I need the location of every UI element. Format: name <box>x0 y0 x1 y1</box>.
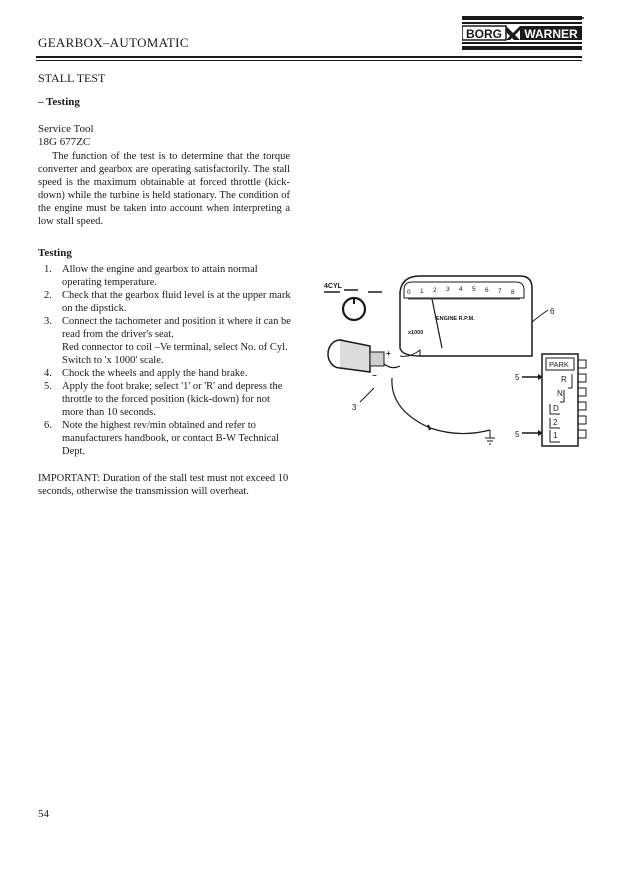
gauge-tick-label: 5 <box>472 286 476 293</box>
important-note: IMPORTANT: Duration of the stall test must not exceed 10 seconds, otherwise the transmission will overheat. <box>38 473 289 497</box>
step-item <box>38 419 292 458</box>
gauge-tick-label: 6 <box>485 287 489 294</box>
step-text-extra: Red connector to coil –Ve terminal, select No. of Cyl. <box>62 342 288 353</box>
gauge-tick-label: 1 <box>420 288 424 295</box>
header-title: GEARBOX–AUTOMATIC <box>38 35 189 50</box>
gauge-tick-label: 0 <box>407 289 411 296</box>
callout-5b: 5 <box>515 430 520 439</box>
page-number: 54 <box>38 808 49 820</box>
gauge-label: ENGINE R.P.M. <box>436 316 475 322</box>
step-number: 5. <box>44 381 52 392</box>
svg-text:−: − <box>372 371 377 380</box>
step-text: Chock the wheels and apply the hand brake. <box>62 368 248 379</box>
gauge-tick-label: 4 <box>459 286 463 293</box>
testing-heading: Testing <box>38 247 72 259</box>
step-item <box>38 367 292 380</box>
step-text: Check that the gearbox fluid level is at the upper mark on the dipstick. <box>62 290 291 314</box>
section-title: STALL TEST <box>38 71 106 85</box>
selector-position: 1 <box>553 431 558 440</box>
gauge-tick-label: 7 <box>498 288 502 295</box>
svg-text:+: + <box>386 349 391 358</box>
step-number: 2. <box>44 290 52 301</box>
step-text: Allow the engine and gearbox to attain normal operating temperature. <box>62 264 258 288</box>
service-tool-code: 18G 677ZC <box>38 136 91 148</box>
step-item <box>38 263 292 289</box>
selector-position: D <box>553 404 559 413</box>
cyl-label: 4CYL <box>324 283 342 290</box>
service-tool-label: Service Tool <box>38 123 94 135</box>
step-number: 4. <box>44 368 52 379</box>
selector-position: R <box>561 375 567 384</box>
step-item <box>38 315 292 367</box>
step-text: Connect the tachometer and position it where it can be read from the driver's seat. <box>62 316 291 340</box>
subsection-title: – Testing <box>38 96 80 108</box>
logo-left-text: BORG <box>466 27 502 41</box>
borg-warner-logo <box>462 14 584 52</box>
selector-position: 2 <box>553 418 558 427</box>
gauge-tick-label: 3 <box>446 286 450 293</box>
step-number: 3. <box>44 316 52 327</box>
step-item <box>38 380 292 419</box>
selector-position: N <box>557 389 563 398</box>
callout-3: 3 <box>352 403 357 412</box>
step-text: Note the highest rev/min obtained and refer to manufacturers handbook, or contact B-W Technical Dept. <box>62 420 279 457</box>
header-rule-thin <box>36 60 582 61</box>
callout-6: 6 <box>550 307 555 316</box>
stall-test-diagram <box>310 270 590 470</box>
gauge-tick-label: 2 <box>433 287 437 294</box>
ground-lead <box>392 378 490 434</box>
step-item <box>38 289 292 315</box>
step-number: 1. <box>44 264 52 275</box>
step-text: Apply the foot brake; select '1' or 'R' and depress the throttle to the forced position (kick-down) for not more than 10 seconds. <box>62 381 283 418</box>
step-number: 6. <box>44 420 52 431</box>
gauge-tick-label: 8 <box>511 289 515 296</box>
steps-list <box>38 263 292 458</box>
scale-label: x1000 <box>408 330 424 336</box>
logo-right-text: WARNER <box>524 27 578 41</box>
header-rule <box>36 56 582 58</box>
selector-position: PARK <box>549 360 569 369</box>
step-text-extra: Switch to 'x 1000' scale. <box>62 355 164 366</box>
callout-5a: 5 <box>515 373 520 382</box>
intro-paragraph: The function of the test is to determine that the torque converter and gearbox are operating satisfactorily. The stall speed is the maximum obtainable at forced throttle (kick-down) while the turbine is held stationary. The condition of the engine must be taken into account when interpreting a low stall speed. <box>38 151 290 227</box>
